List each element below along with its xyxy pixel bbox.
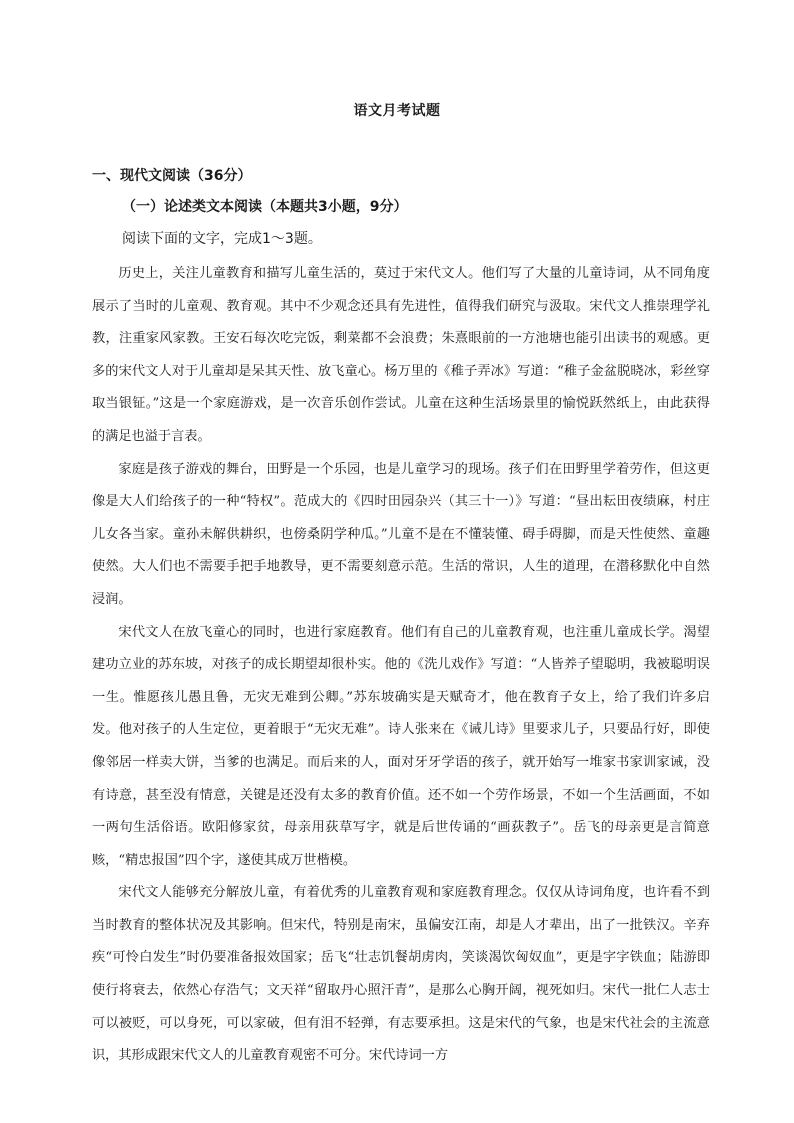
page-title: 语文月考试题: [353, 103, 441, 119]
paragraph-1: 历史上，关注儿童教育和描写儿童生活的，莫过于宋代文人。他们写了大量的儿童诗词，从不同角度展示了当时的儿童观、教育观。其中不少观念还具有先进性，值得我们研究与汲取。宋代文人推崇理学礼教，注重家风家教。王安石每次吃完饭，剩菜都不会浪费；朱熹眼前的一方池塘也能引出读书的观感。更多的宋代文人对于儿童却是呆其天性、放飞童心。杨万里的《稚子弄冰》写道：“稚子金盆脱晓冰，彩丝穿取当银钲。”这是一个家庭游戏，是一次音乐创作尝试。儿童在这种生活场景里的愉悦跃然纸上，由此获得的满足也溢于言表。: [92, 266, 710, 444]
paragraph-4: 宋代文人能够充分解放儿童，有着优秀的儿童教育观和家庭教育理念。仅仅从诗词角度，也许看不到当时教育的整体状况及其影响。但宋代，特别是南宋，虽偏安江南，却是人才辈出，出了一批铁汉。辛弃疾“可怜白发生”时仍要准备报效国家；岳飞“壮志饥餐胡虏肉，笑谈渴饮匈奴血”，更是字字铁血；陆游即使行将衰去，依然心存浩气；文天祥“留取丹心照汗青”，是那么心胸开阔，视死如归。宋代一批仁人志士可以被贬，可以身死，可以家破，但有泪不轻弹，有志要承担。这是宋代的气象，也是宋代社会的主流意识，其形成跟宋代文人的儿童教育观密不可分。宋代诗词一方: [92, 885, 710, 1064]
paragraph-3: 宋代文人在放飞童心的同时，也进行家庭教育。他们有自己的儿童教育观，也注重儿童成长学。渴望建功立业的苏东坡，对孩子的成长期望却很朴实。他的《洗儿戏作》写道：“人皆养子望聪明，我被聪明误一生。惟愿孩儿愚且鲁，无灾无难到公卿。”苏东坡确实是天赋奇才，他在教育子女上，给了我们许多启发。他对孩子的人生定位，更着眼于“无灾无难”。诗人张来在《诫儿诗》里要求儿子，只要品行好，即使像邻居一样卖大饼，当爹的也满足。而后来的人，面对牙牙学语的孩子，就开始写一堆家书家训家诫，没有诗意，甚至没有情意，关键是还没有太多的教育价值。还不如一个劳作场景，不如一个生活画面，不如一两句生活俗语。欧阳修家贫，母亲用荻草写字，就是后世传诵的“画荻教子”。岳飞的母亲更是言简意赅，“精忠报国”四个字，遂使其成万世楷模。: [92, 624, 710, 868]
paragraph-2: 家庭是孩子游戏的舞台，田野是一个乐园，也是儿童学习的现场。孩子们在田野里学着劳作，但这更像是大人们给孩子的一种“特权”。范成大的《四时田园杂兴（其三十一）》写道：“昼出耘田夜绩麻，村庄儿女各当家。童孙未解供耕织，也傍桑阴学种瓜。”儿童不是在不懂装懂、碍手碍脚，而是天性使然、童趣使然。大人们也不需要手把手地教导，更不需要刻意示范。生活的常识，人生的道理，在潜移默化中自然浸润。: [92, 461, 710, 607]
section-heading: 一、现代文阅读（36分）: [92, 168, 252, 184]
passage-body: [92, 258, 710, 1073]
reading-instruction: 阅读下面的文字，完成1～3题。: [122, 231, 322, 247]
subsection-heading: （一）论述类文本阅读（本题共3小题，9分）: [122, 199, 408, 215]
